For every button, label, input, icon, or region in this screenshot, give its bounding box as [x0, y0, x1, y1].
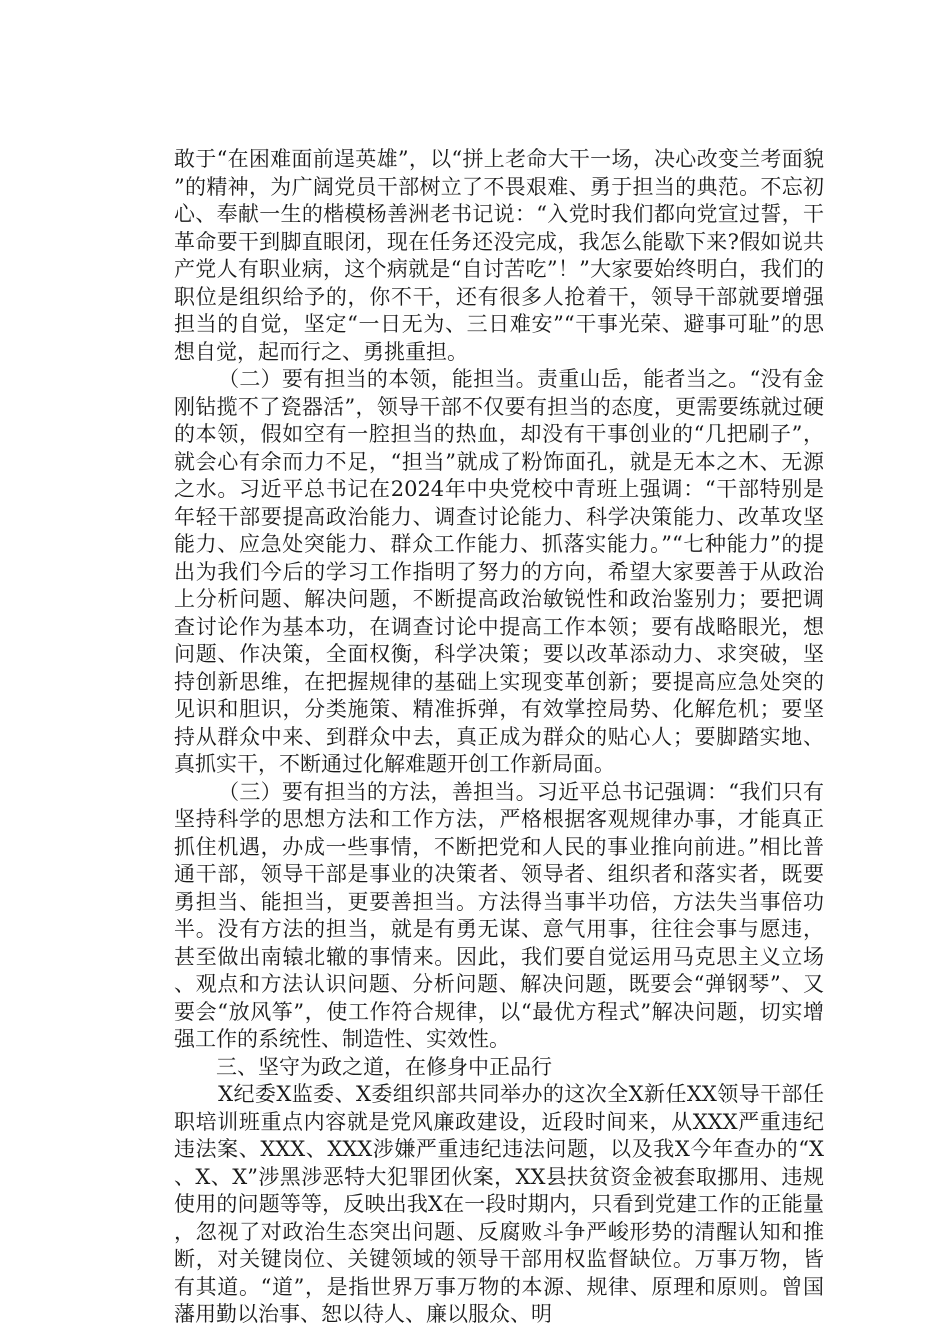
section-heading-3: 三、坚守为政之道，在修身中正品行	[216, 1054, 552, 1079]
paragraph-section-3-body: X纪委X监委、X委组织部共同举办的这次全X新任XX领导干部任职培训班重点内容就是党风廉政建设，近段时间来，从XXX严重违纪违法案、XXX、XXX涉嫌严重违纪违法问题，以及我X今年查办的“X、X、X”涉黑涉恶特大犯罪团伙案，XX县扶贫资金被套取挪用、违规使用的问题等等，反映出我X在一段时期内，只看到党建工作的正能量，忽视了对政治生态突出问题、反腐败斗争严峻形势的清醒认知和推断，对关键岗位、关键领域的领导干部用权监督缺位。万事万物，皆有其道。“道”，是指世界万事万物的本源、规律、原理和原则。曾国藩用勤以治事、恕以待人、廉以服众、明	[174, 1082, 824, 1326]
paragraph-section-2: （二）要有担当的本领，能担当。责重山岳，能者当之。“没有金刚钻揽不了瓷器活”，领导干部不仅要有担当的态度，更需要练就过硬的本领，假如空有一腔担当的热血，却没有干事创业的“几把刷子”，就会心有余而力不足，“担当”就成了粉饰面孔，就是无本之木、无源之水。习近平总书记在2024年中央党校中青班上强调：“干部特别是年轻干部要提高政治能力、调查讨论能力、科学决策能力、改革攻坚能力、应急处突能力、群众工作能力、抓落实能力。”“七种能力”的提出为我们今后的学习工作指明了努力的方向，希望大家要善于从政治上分析问题、解决问题，不断提高政治敏锐性和政治鉴别力；要把调查讨论作为基本功，在调查讨论中提高工作本领；要有战略眼光，想问题、作决策，全面权衡，科学决策；要以改革添动力、求突破，坚持创新思维，在把握规律的基础上实现变革创新；要提高应急处突的见识和胆识，分类施策、精准拆弹，有效掌控局势、化解危机；要坚持从群众中来、到群众中去，真正成为群众的贴心人；要脚踏实地、真抓实干，不断通过化解难题开创工作新局面。	[174, 367, 824, 776]
paragraph-continuation: 敢于“在困难面前逞英雄”，以“拼上老命大干一场，决心改变兰考面貌”的精神，为广阔党员干部树立了不畏艰难、勇于担当的典范。不忘初心、奉献一生的楷模杨善洲老书记说：“入党时我们都向党宣过誓，干革命要干到脚直眼闭，现在任务还没完成，我怎么能歇下来?假如说共产党人有职业病，这个病就是“自讨苦吃”！”大家要始终明白，我们的职位是组织给予的，你不干，还有很多人抢着干，领导干部就要增强担当的自觉，坚定“一日无为、三日难安”“干事光荣、避事可耻”的思想自觉，起而行之、勇挑重担。	[174, 147, 824, 364]
paragraph-section-3: （三）要有担当的方法，善担当。习近平总书记强调：“我们只有坚持科学的思想方法和工作方法，严格根据客观规律办事，才能真正抓住机遇，办成一些事情，不断把党和人民的事业推向前进。”相比普通干部，领导干部是事业的决策者、领导者、组织者和落实者，既要勇担当、能担当，更要善担当。方法得当事半功倍，方法失当事倍功半。没有方法的担当，就是有勇无谋、意气用事，往往会事与愿违，甚至做出南辕北辙的事情来。因此，我们要自觉运用马克思主义立场、观点和方法认识问题、分析问题、解决问题，既要会“弹钢琴”、又要会“放风筝”，使工作符合规律，以“最优方程式”解决问题，切实增强工作的系统性、制造性、实效性。	[174, 779, 824, 1051]
document-body	[174, 146, 824, 1329]
